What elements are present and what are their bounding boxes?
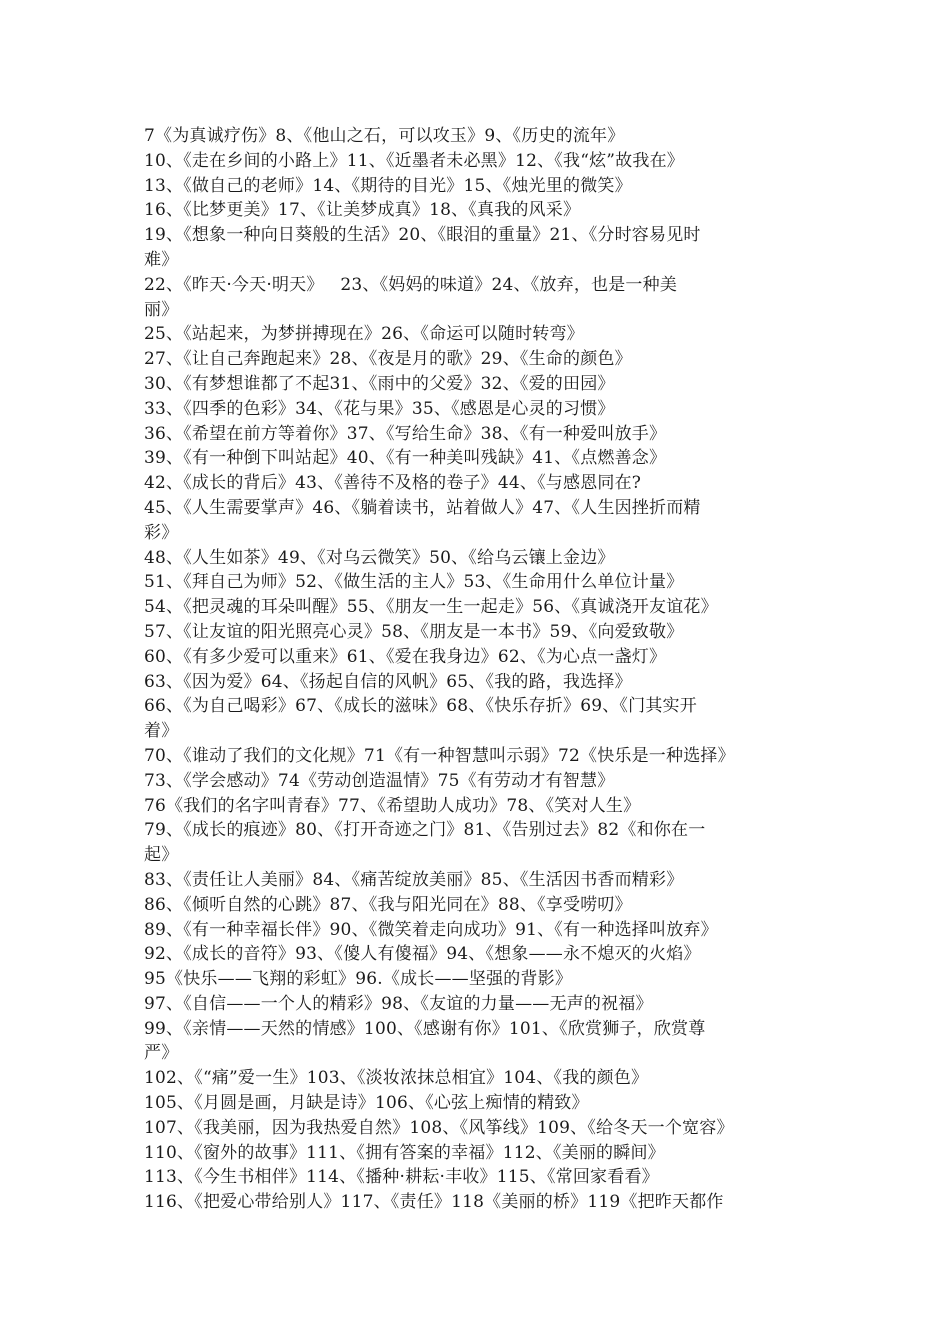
text-line: 33、《四季的色彩》34、《花与果》35、《感恩是心灵的习惯》: [144, 398, 615, 419]
text-line: 116、《把爱心带给别人》117、《责任》118《美丽的桥》119《把昨天都作: [144, 1192, 724, 1213]
text-line: 39、《有一种倒下叫站起》40、《有一种美叫残缺》41、《点燃善念》: [144, 448, 667, 469]
text-line: 30、《有梦想谁都了不起31、《雨中的父爱》32、《爱的田园》: [144, 373, 615, 394]
text-line: 彩》: [144, 522, 179, 543]
text-line: 57、《让友谊的阳光照亮心灵》58、《朋友是一本书》59、《向爱致敬》: [144, 621, 684, 642]
text-line: 丽》: [144, 299, 179, 320]
text-line: 16、《比梦更美》17、《让美梦成真》18、《真我的风采》: [144, 200, 581, 221]
text-line: 51、《拜自己为师》52、《做生活的主人》53、《生命用什么单位计量》: [144, 572, 684, 593]
text-line: 113、《今生书相伴》114、《播种·耕耘·丰收》115、《常回家看看》: [144, 1167, 659, 1188]
text-line: 89、《有一种幸福长伴》90、《微笑着走向成功》91、《有一种选择叫放弃》: [144, 919, 718, 940]
text-line: 73、《学会感动》74《劳动创造温情》75《有劳动才有智慧》: [144, 770, 615, 791]
text-line: 36、《希望在前方等着你》37、《写给生命》38、《有一种爱叫放手》: [144, 423, 667, 444]
text-line: 70、《谁动了我们的文化规》71《有一种智慧叫示弱》72《快乐是一种选择》: [144, 745, 735, 766]
text-line: 97、《自信——一个人的精彩》98、《友谊的力量——无声的祝福》: [144, 993, 653, 1014]
text-line: 25、《站起来，为梦拼搏现在》26、《命运可以随时转弯》: [144, 324, 584, 345]
text-line: 19、《想象一种向日葵般的生活》20、《眼泪的重量》21、《分时容易见时: [144, 225, 701, 246]
text-line: 99、《亲情——天然的情感》100、《感谢有你》101、《欣赏狮子，欣赏尊: [144, 1018, 706, 1039]
text-line: 54、《把灵魂的耳朵叫醒》55、《朋友一生一起走》56、《真诚浇开友谊花》: [144, 597, 718, 618]
text-line: 60、《有多少爱可以重来》61、《爱在我身边》62、《为心点一盏灯》: [144, 646, 667, 667]
text-line: 83、《责任让人美丽》84、《痛苦绽放美丽》85、《生活因书香而精彩》: [144, 869, 684, 890]
text-line: 102、《“痛”爱一生》103、《淡妆浓抹总相宜》104、《我的颜色》: [144, 1068, 649, 1089]
text-line: 76《我们的名字叫青春》77、《希望助人成功》78、《笑对人生》: [144, 795, 641, 816]
text-line: 110、《窗外的故事》111、《拥有答案的幸福》112、《美丽的瞬间》: [144, 1142, 665, 1163]
text-line: 66、《为自己喝彩》67、《成长的滋味》68、《快乐存折》69、《门其实开: [144, 696, 697, 717]
text-line: 45、《人生需要掌声》46、《躺着读书，站着做人》47、《人生因挫折而精: [144, 497, 701, 518]
text-line: 22、《昨天·今天·明天》 23、《妈妈的味道》24、《放弃，也是一种美: [144, 274, 678, 295]
text-line: 10、《走在乡间的小路上》11、《近墨者未必黑》12、《我“炫”故我在》: [144, 150, 684, 171]
text-line: 7《为真诚疗伤》8、《他山之石，可以攻玉》9、《历史的流年》: [144, 126, 625, 146]
document-body: [144, 124, 810, 1215]
text-line: 难》: [144, 249, 179, 270]
text-line: 严》: [144, 1043, 179, 1064]
text-line: 42、《成长的背后》43、《善待不及格的卷子》44、《与感恩同在?: [144, 473, 642, 494]
text-line: 63、《因为爱》64、《扬起自信的风帆》65、《我的路，我选择》: [144, 671, 632, 692]
text-line: 92、《成长的音符》93、《傻人有傻福》94、《想象——永不熄灭的火焰》: [144, 944, 701, 965]
text-line: 86、《倾听自然的心跳》87、《我与阳光同在》88、《享受唠叨》: [144, 894, 632, 915]
text-line: 27、《让自己奔跑起来》28、《夜是月的歌》29、《生命的颜色》: [144, 349, 632, 370]
text-line: 79、《成长的痕迹》80、《打开奇迹之门》81、《告别过去》82《和你在一: [144, 820, 706, 841]
text-line: 起》: [144, 845, 179, 866]
text-line: 105、《月圆是画，月缺是诗》106、《心弦上痴情的精致》: [144, 1093, 589, 1114]
text-line: 107、《我美丽，因为我热爱自然》108、《风筝线》109、《给冬天一个宽容》: [144, 1117, 734, 1138]
text-line: 着》: [144, 721, 179, 742]
text-line: 95《快乐——飞翔的彩虹》96.《成长——坚强的背影》: [144, 969, 573, 990]
text-line: 48、《人生如茶》49、《对乌云微笑》50、《给乌云镶上金边》: [144, 547, 615, 568]
text-line: 13、《做自己的老师》14、《期待的目光》15、《烛光里的微笑》: [144, 175, 632, 196]
